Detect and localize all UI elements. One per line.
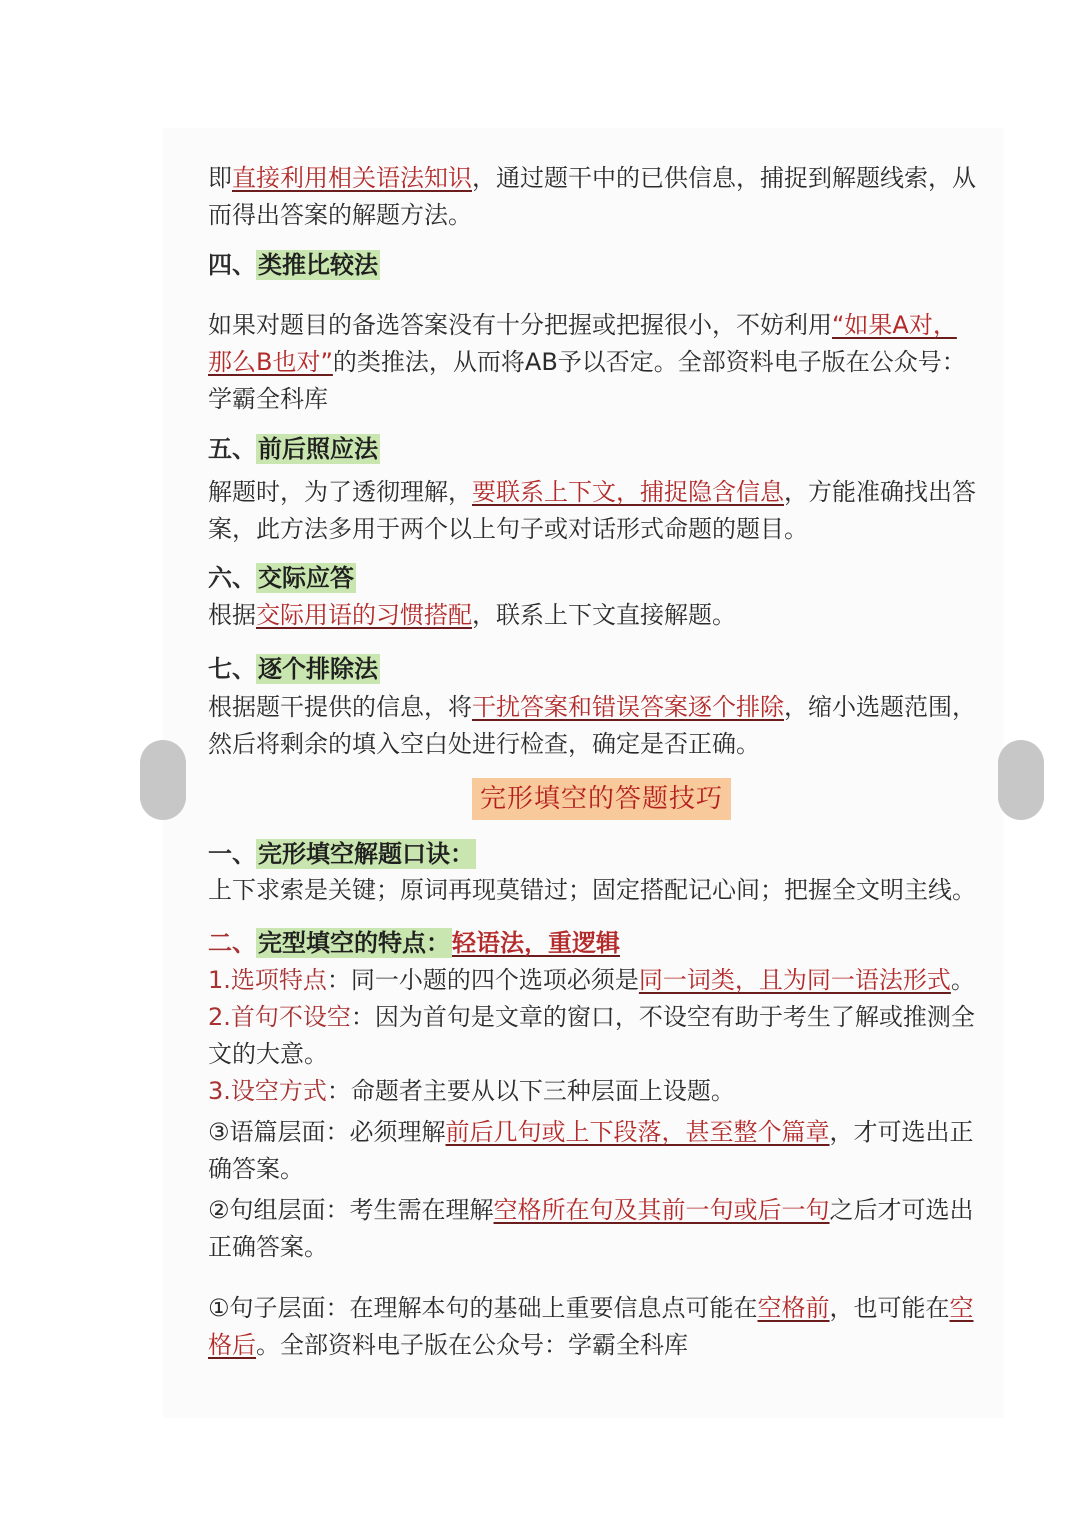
paragraph-5: 解题时，为了透彻理解，要联系上下文，捕捉隐含信息，方能准确找出答案，此方法多用于两个以上句子或对话形式命题的题目。 (208, 478, 976, 543)
highlight-text: 要联系上下文，捕捉隐含信息 (472, 478, 784, 506)
highlight-text: 空格所在句及其前一句或后一句 (493, 1196, 830, 1224)
cloze-heading-2: 二、完型填空的特点：轻语法，重逻辑 (208, 929, 620, 957)
level-sentence-group: ②句组层面：考生需在理解空格所在句及其前一句或后一句之后才可选出正确答案。 (208, 1196, 974, 1261)
cloze-heading-1: 一、完形填空解题口诀： (208, 840, 474, 868)
feature-2: 2.首句不设空：因为首句是文章的窗口，不设空有助于考生了解或推测全文的大意。 (208, 1003, 975, 1068)
highlight-text: “如果A对，那么B也对” (208, 311, 957, 376)
highlight-text: 直接利用相关语法知识 (232, 164, 472, 192)
heading-6-title: 交际应答 (258, 564, 354, 592)
level-sentence: ①句子层面：在理解本句的基础上重要信息点可能在空格前，也可能在空格后。全部资料电子版在公众号：学霸全科库 (208, 1294, 974, 1359)
highlight-text: 前后几句或上下段落，甚至整个篇章 (445, 1118, 830, 1146)
heading-4: 四、类推比较法 (208, 251, 378, 279)
paragraph-7: 根据题干提供的信息，将干扰答案和错误答案逐个排除，缩小选题范围，然后将剩余的填入空白处进行检查，确定是否正确。 (208, 693, 976, 758)
cloze-mnemonic: 上下求索是关键；原词再现莫错过；固定搭配记心间；把握全文明主线。 (208, 876, 976, 904)
heading-7: 七、逐个排除法 (208, 655, 378, 683)
heading-4-title: 类推比较法 (258, 251, 378, 279)
cloze-heading-2-title: 完型填空的特点： (258, 929, 450, 957)
next-page-arrow[interactable] (998, 740, 1044, 820)
paragraph-intro: 即直接利用相关语法知识，通过题干中的已供信息，捕捉到解题线索，从而得出答案的解题方法。 (208, 164, 976, 229)
heading-5: 五、前后照应法 (208, 435, 378, 463)
highlight-text: 空格后 (208, 1294, 974, 1359)
highlight-text: 交际用语的习惯搭配 (256, 601, 472, 629)
highlight-text: 同一词类，且为同一语法形式 (638, 966, 951, 994)
feature-3: 3.设空方式：命题者主要从以下三种层面上设题。 (208, 1077, 735, 1105)
highlight-text: 轻语法，重逻辑 (452, 929, 620, 957)
heading-7-title: 逐个排除法 (258, 655, 378, 683)
paragraph-6: 根据交际用语的习惯搭配，联系上下文直接解题。 (208, 601, 736, 629)
section-title: 完形填空的答题技巧 (472, 778, 731, 820)
highlight-text: 空格前 (757, 1294, 830, 1322)
heading-5-title: 前后照应法 (258, 435, 378, 463)
cloze-heading-1-title: 完形填空解题口诀： (258, 840, 474, 868)
previous-page-arrow[interactable] (140, 740, 186, 820)
feature-1: 1.选项特点：同一小题的四个选项必须是同一词类，且为同一语法形式。 (208, 966, 975, 994)
heading-6: 六、交际应答 (208, 564, 354, 592)
level-discourse: ③语篇层面：必须理解前后几句或上下段落，甚至整个篇章，才可选出正确答案。 (208, 1118, 974, 1183)
highlight-text: 干扰答案和错误答案逐个排除 (472, 693, 784, 721)
paragraph-4: 如果对题目的备选答案没有十分把握或把握很小，不妨利用“如果A对，那么B也对”的类推法，从而将AB予以否定。全部资料电子版在公众号：学霸全科库 (208, 311, 966, 413)
